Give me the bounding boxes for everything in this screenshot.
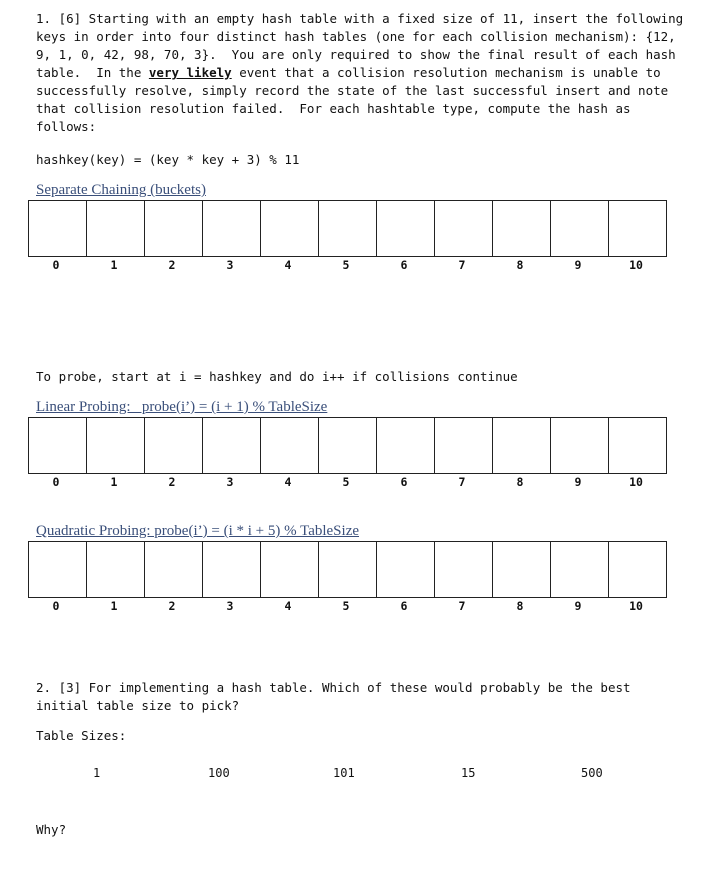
- slot-cell[interactable]: [87, 542, 145, 597]
- index-label: 2: [168, 475, 176, 489]
- slot-cell[interactable]: [319, 418, 377, 473]
- index-label: 9: [574, 475, 582, 489]
- probe-instructions: To probe, start at i = hashkey and do i++ if collisions continue: [36, 369, 518, 384]
- index-label: 4: [284, 599, 292, 613]
- index-label: 2: [168, 599, 176, 613]
- index-label: 2: [168, 258, 176, 272]
- index-label: 8: [516, 599, 524, 613]
- slot-cell[interactable]: [377, 542, 435, 597]
- index-label: 10: [629, 258, 643, 272]
- slot-cell[interactable]: [261, 542, 319, 597]
- why-prompt: Why?: [36, 822, 67, 837]
- index-label: 5: [342, 599, 350, 613]
- bucket-cell[interactable]: [203, 201, 261, 256]
- slot-cell[interactable]: [377, 418, 435, 473]
- bucket-cell[interactable]: [145, 201, 203, 256]
- bucket-cell[interactable]: [29, 201, 87, 256]
- bucket-cell[interactable]: [261, 201, 319, 256]
- index-label: 8: [516, 475, 524, 489]
- quadratic-probing-table: [28, 541, 667, 598]
- linear-probing-title: Linear Probing: probe(i’) = (i + 1) % TableSize: [36, 399, 328, 415]
- index-label: 6: [400, 475, 408, 489]
- bucket-cell[interactable]: [87, 201, 145, 256]
- table-size-option[interactable]: 1: [93, 766, 101, 780]
- bucket-cell[interactable]: [493, 201, 551, 256]
- hash-formula: hashkey(key) = (key * key + 3) % 11: [36, 152, 300, 167]
- index-label: 9: [574, 599, 582, 613]
- linear-probing-table: [28, 417, 667, 474]
- index-label: 6: [400, 258, 408, 272]
- bucket-cell[interactable]: [377, 201, 435, 256]
- index-label: 7: [458, 599, 466, 613]
- slot-cell[interactable]: [551, 542, 609, 597]
- index-label: 7: [458, 475, 466, 489]
- question-2-text: 2. [3] For implementing a hash table. Which of these would probably be the best initial table size to pick?: [36, 680, 631, 713]
- bucket-cell[interactable]: [609, 201, 667, 256]
- slot-cell[interactable]: [435, 418, 493, 473]
- slot-cell[interactable]: [493, 418, 551, 473]
- index-label: 3: [226, 599, 234, 613]
- table-size-option[interactable]: 500: [581, 766, 603, 780]
- index-label: 7: [458, 258, 466, 272]
- slot-cell[interactable]: [319, 542, 377, 597]
- question-1-part-a: 1. [6] Starting with an empty hash table with a fixed size of 11, insert the following keys in order into four distinct hash tables (one for each collision mechanism): {12, 9, 1, 0, 42, 98, 70, 3}. You are only required to show the final result of each hash table. In the: [36, 11, 691, 80]
- index-label: 4: [284, 475, 292, 489]
- index-label: 0: [52, 599, 60, 613]
- bucket-cell[interactable]: [435, 201, 493, 256]
- table-size-option[interactable]: 101: [333, 766, 355, 780]
- separate-chaining-title: Separate Chaining (buckets): [36, 182, 206, 198]
- slot-cell[interactable]: [29, 542, 87, 597]
- index-label: 0: [52, 258, 60, 272]
- bucket-cell[interactable]: [551, 201, 609, 256]
- index-label: 1: [110, 258, 118, 272]
- index-label: 3: [226, 475, 234, 489]
- slot-cell[interactable]: [261, 418, 319, 473]
- slot-cell[interactable]: [493, 542, 551, 597]
- slot-cell[interactable]: [609, 418, 667, 473]
- slot-cell[interactable]: [203, 418, 261, 473]
- index-label: 3: [226, 258, 234, 272]
- separate-chaining-table: [28, 200, 667, 257]
- index-label: 1: [110, 475, 118, 489]
- slot-cell[interactable]: [203, 542, 261, 597]
- slot-cell[interactable]: [609, 542, 667, 597]
- quadratic-probing-title: Quadratic Probing: probe(i’) = (i * i + 5) % TableSize: [36, 523, 360, 539]
- bucket-cell[interactable]: [319, 201, 377, 256]
- slot-cell[interactable]: [145, 418, 203, 473]
- index-label: 9: [574, 258, 582, 272]
- slot-cell[interactable]: [29, 418, 87, 473]
- index-label: 4: [284, 258, 292, 272]
- index-label: 5: [342, 475, 350, 489]
- index-label: 8: [516, 258, 524, 272]
- index-label: 0: [52, 475, 60, 489]
- table-size-option[interactable]: 100: [208, 766, 230, 780]
- index-label: 10: [629, 475, 643, 489]
- table-size-option[interactable]: 15: [461, 766, 476, 780]
- slot-cell[interactable]: [435, 542, 493, 597]
- slot-cell[interactable]: [87, 418, 145, 473]
- question-1-part-b: event that a collision resolution mechanism is unable to successfully resolve, simply record the state of the last successful insert and note that collision resolution failed. For each hashtable type, compute the hash as follows:: [36, 65, 676, 134]
- index-label: 5: [342, 258, 350, 272]
- table-sizes-label: Table Sizes:: [36, 728, 127, 743]
- index-label: 6: [400, 599, 408, 613]
- question-1-text: [36, 10, 691, 136]
- slot-cell[interactable]: [551, 418, 609, 473]
- emphasis-very-likely: very likely: [148, 65, 232, 80]
- index-label: 1: [110, 599, 118, 613]
- slot-cell[interactable]: [145, 542, 203, 597]
- index-label: 10: [629, 599, 643, 613]
